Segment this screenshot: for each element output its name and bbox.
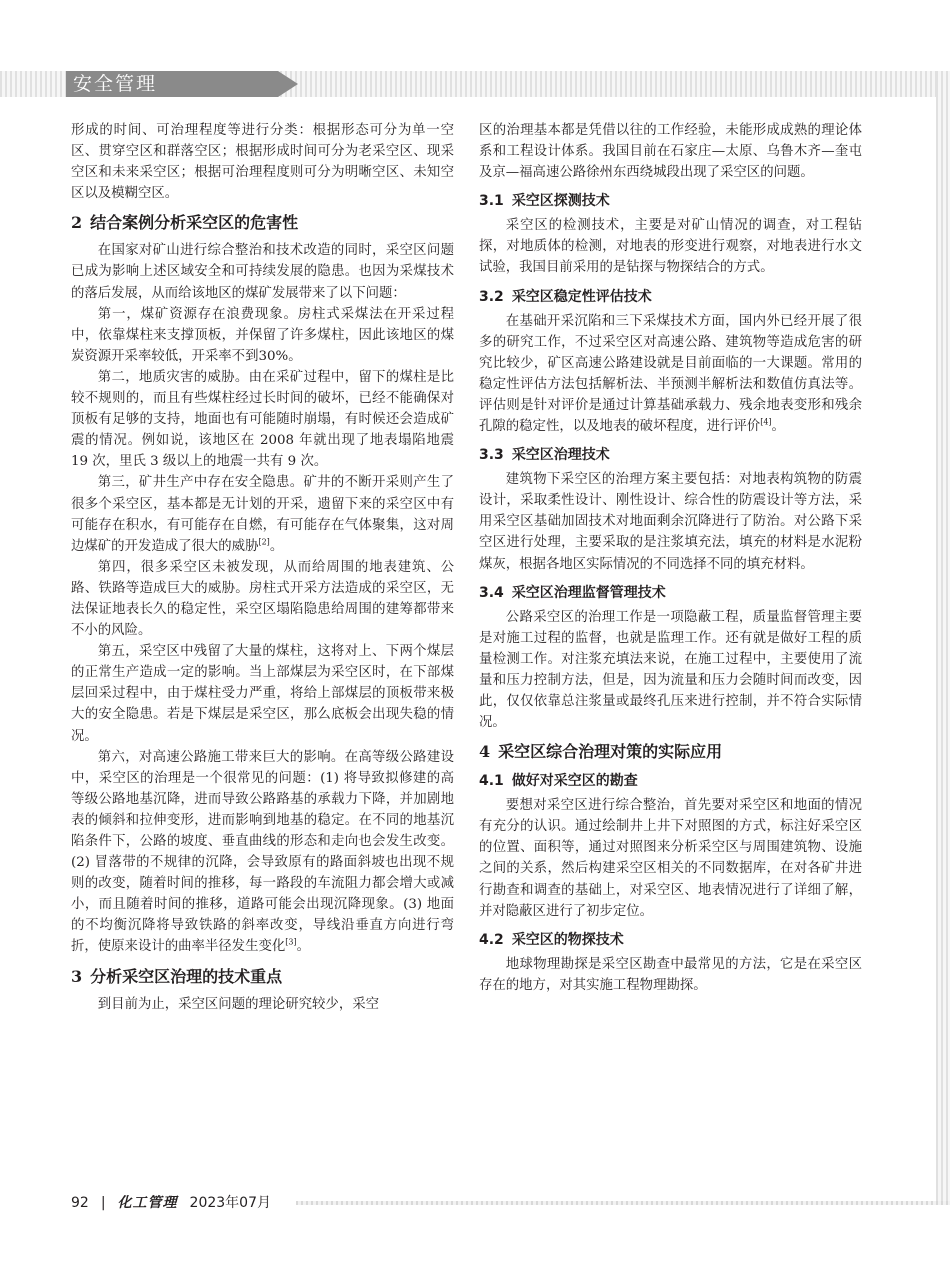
magazine-logo: 化工管理: [117, 1195, 178, 1211]
footer-stripe: [296, 1201, 950, 1205]
section-number: 3.2: [479, 288, 504, 305]
section-title: 采空区治理技术: [511, 447, 610, 464]
page-number: 92: [71, 1195, 89, 1211]
section-number: 4: [479, 742, 491, 762]
section-number: 3: [71, 966, 83, 986]
footer-separator: |: [100, 1195, 106, 1211]
section-title: 分析采空区治理的技术重点: [90, 966, 283, 986]
paragraph: 第一，煤矿资源存在浪费现象。房柱式采煤法在开采过程中，依靠煤柱来支撑顶板，并保留了许多煤柱，因此该地区的煤炭资源开采率较低，开采率不到30%。: [71, 306, 454, 364]
heading-section-4-2: [479, 930, 862, 950]
paragraph: 第四，很多采空区未被发现，从而给周围的地表建筑、公路、铁路等造成巨大的威胁。房柱式开采方法造成的采空区，无法保证地表长久的稳定性，采空区塌陷隐患给周围的建筹都带来不小的风险。: [71, 559, 454, 639]
heading-section-3-3: [479, 445, 862, 465]
heading-section-4: [479, 741, 862, 763]
section-number: 3.4: [479, 584, 504, 601]
paragraph: 到目前为止，采空区问题的理论研究较少，采空: [97, 996, 379, 1012]
page-footer: [71, 1193, 271, 1213]
citation: [3]: [285, 938, 297, 947]
paragraph-continued: 区的治理基本都是凭借以往的工作经验，未能形成成熟的理论体系和工程设计体系。我国目前在石家庄—太原、乌鲁木齐—奎屯及京—福高速公路徐州东西绕城段出现了采空区的问题。: [479, 123, 862, 181]
left-column: [71, 120, 454, 1015]
paragraph: 第二，地质灾害的威胁。由在采矿过程中，留下的煤柱是比较不规则的，而且有些煤柱经过长时间的破坏，已经不能确保对顶板有足够的支持，地面也有可能随时崩塌，有时候还会造成矿震的情况。例如说，该地区在 2008 年就出现了地表塌陷地震 19 次，里氏 3 级以上的地震一共有 9 次。: [71, 369, 454, 470]
section-title: 采空区治理监督管理技术: [511, 584, 666, 601]
section-title: 采空区综合治理对策的实际应用: [498, 742, 723, 762]
paragraph: 在基础开采沉陷和三下采煤技术方面，国内外已经开展了很多的研究工作，不过采空区对高速公路、建筑物等造成危害的研究比较少，矿区高速公路建设就是目前面临的一大课题。常用的稳定性评估方法包括解析法、半预测半解析法和数值仿真法等。评估则是针对评价是通过计算基础承载力、残余地表变形和残余孔隙的稳定性，以及地表的破坏程度，进行评价[4]。: [479, 313, 862, 435]
paragraph: 第三，矿井生产中存在安全隐患。矿井的不断开采则产生了很多个采空区，基本都是无计划的开采，遗留下来的采空区中有可能存在积水，有可能存在自燃，有可能存在气体聚集，这对周边煤矿的开发造成了很大的威胁[2]。: [71, 475, 454, 554]
section-title: 采空区稳定性评估技术: [511, 288, 652, 305]
paragraph-text: 在基础开采沉陷和三下采煤技术方面，国内外已经开展了很多的研究工作，不过采空区对高速公路、建筑物等造成危害的研究比较少，矿区高速公路建设就是目前面临的一大课题。常用的稳定性评估方法包括解析法、半预测半解析法和数值仿真法等。评估则是针对评价是通过计算基础承载力、残余地表变形和残余孔隙的稳定性，以及地表的破坏程度，进行评价: [479, 313, 862, 435]
section-number: 4.2: [479, 931, 504, 948]
right-column: [479, 120, 862, 996]
paragraph: 公路采空区的治理工作是一项隐蔽工程，质量监督管理主要是对施工过程的监督，也就是监理工作。还有就是做好工程的质量检测工作。对注浆充填法来说，在施工过程中，主要使用了流量和压力控制方法，但是，因为流量和压力会随时间而改变，因此，仅仅依靠总注浆量或最终孔压来进行控制，并不符合实际情况。: [479, 609, 862, 731]
citation: [4]: [760, 417, 772, 427]
section-number: 3.3: [479, 447, 504, 464]
heading-section-4-1: [479, 771, 862, 791]
heading-section-3-4: [479, 583, 862, 603]
citation: [2]: [258, 537, 270, 547]
paragraph: 地球物理勘探是采空区勘查中最常见的方法，它是在采空区存在的地方，对其实施工程物理勘探。: [479, 956, 862, 993]
issue-date: 2023年07月: [189, 1195, 271, 1211]
section-number: 2: [71, 213, 83, 233]
section-number: 4.1: [479, 773, 504, 790]
heading-section-3: [71, 966, 454, 988]
heading-section-2: [71, 212, 454, 234]
paragraph: 采空区的检测技术，主要是对矿山情况的调查，对工程钻探，对地质体的检测，对地表的形变进行观察，对地表进行水文试验，我国目前采用的是钻探与物探结合的方式。: [479, 218, 862, 276]
section-title: 采空区的物探技术: [511, 931, 624, 948]
paragraph: 第五，采空区中残留了大量的煤柱，这将对上、下两个煤层的正常生产造成一定的影响。当上部煤层为采空区时，在下部煤层回采过程中，由于煤柱受力严重，将给上部煤层的顶板带来极大的安全隐患。若是下煤层是采空区，那么底板会出现失稳的情况。: [71, 644, 454, 744]
section-title: 采空区探测技术: [511, 193, 610, 210]
section-number: 3.1: [479, 193, 504, 210]
paragraph: 建筑物下采空区的治理方案主要包括：对地表构筑物的防震设计，采取柔性设计、刚性设计、综合性的防震设计等方法，采用采空区基础加固技术对地面剩余沉降进行了防治。对公路下采空区进行处理，主要采取的是注浆填充法，填充的材料是水泥粉煤灰，根据各地区实际情况的不同选择不同的填充材料。: [479, 472, 862, 572]
heading-section-3-2: [479, 287, 862, 307]
section-title: 结合案例分析采空区的危害性: [90, 213, 299, 233]
paragraph: 要想对采空区进行综合整治，首先要对采空区和地面的情况有充分的认识。通过绘制井上井下对照图的方式，标注好采空区的位置、面积等，通过对照图来分析采空区与周围建筑物、设施之间的关系，然后构建采空区相关的不同数据库，在对各矿井进行勘查和调查的基础上，对采空区、地表情况进行了详细了解，并对隐蔽区进行了初步定位。: [479, 798, 862, 919]
heading-section-3-1: [479, 191, 862, 211]
paragraph-intro: 形成的时间、可治理程度等进行分类：根据形态可分为单一空区、贯穿空区和群落空区；根据形成时间可分为老采空区、现采空区和未来采空区；根据可治理程度则可分为明晰空区、未知空区以及模糊空区。: [71, 123, 454, 202]
paragraph: 第六，对高速公路施工带来巨大的影响。在高等级公路建设中，采空区的治理是一个很常见的问题：(1) 将导致拟修建的高等级公路地基沉降，进而导致公路路基的承载力下降，并加剧地表的倾斜和拉伸变形，进而影响到地基的稳定。在不同的地基沉陷条件下，公路的坡度、垂直曲线的形态和走向也会发生改变。(2) 冒落带的不规律的沉降，会导致原有的路面斜坡也出现不规则的改变，随着时间的推移，每一路段的车流阻力都会增大或减小，而且随着时间的推移，道路可能会出现沉降现象。(3) 地面的不均衡沉降将导致铁路的斜率改变，导线沿垂直方向进行弯折，使原来设计的曲率半径发生变化[3]。: [71, 749, 454, 955]
paragraph-text: 第六，对高速公路施工带来巨大的影响。在高等级公路建设中，采空区的治理是一个很常见的问题：(1) 将导致拟修建的高等级公路地基沉降，进而导致公路路基的承载力下降，并加剧地表的倾斜和拉伸变形，进而影响到地基的稳定。在不同的地基沉陷条件下，公路的坡度、垂直曲线的形态和走向也会发生改变。(2) 冒落带的不规律的沉降，会导致原有的路面斜坡也出现不规则的改变，随着时间的推移，每一路段的车流阻力都会增大或减小，而且随着时间的推移，道路可能会出现沉降现象。(3) 地面的不均衡沉降将导致铁路的斜率改变，导线沿垂直方向进行弯折，使原来设计的曲率半径发生变化: [71, 749, 454, 955]
section-label: 安全管理: [73, 73, 158, 95]
right-margin-stripe: [936, 71, 950, 1201]
section-title: 做好对采空区的勘查: [511, 773, 638, 790]
paragraph-text: 第三，矿井生产中存在安全隐患。矿井的不断开采则产生了很多个采空区，基本都是无计划的开采，遗留下来的采空区中有可能存在积水，有可能存在自燃，有可能存在气体聚集，这对周边煤矿的开发造成了很大的威胁: [71, 475, 454, 554]
paragraph: 在国家对矿山进行综合整治和技术改造的同时，采空区问题已成为影响上述区域安全和可持续发展的隐患。也因为采煤技术的落后发展，从而给该地区的煤矿发展带来了以下问题：: [71, 243, 454, 301]
